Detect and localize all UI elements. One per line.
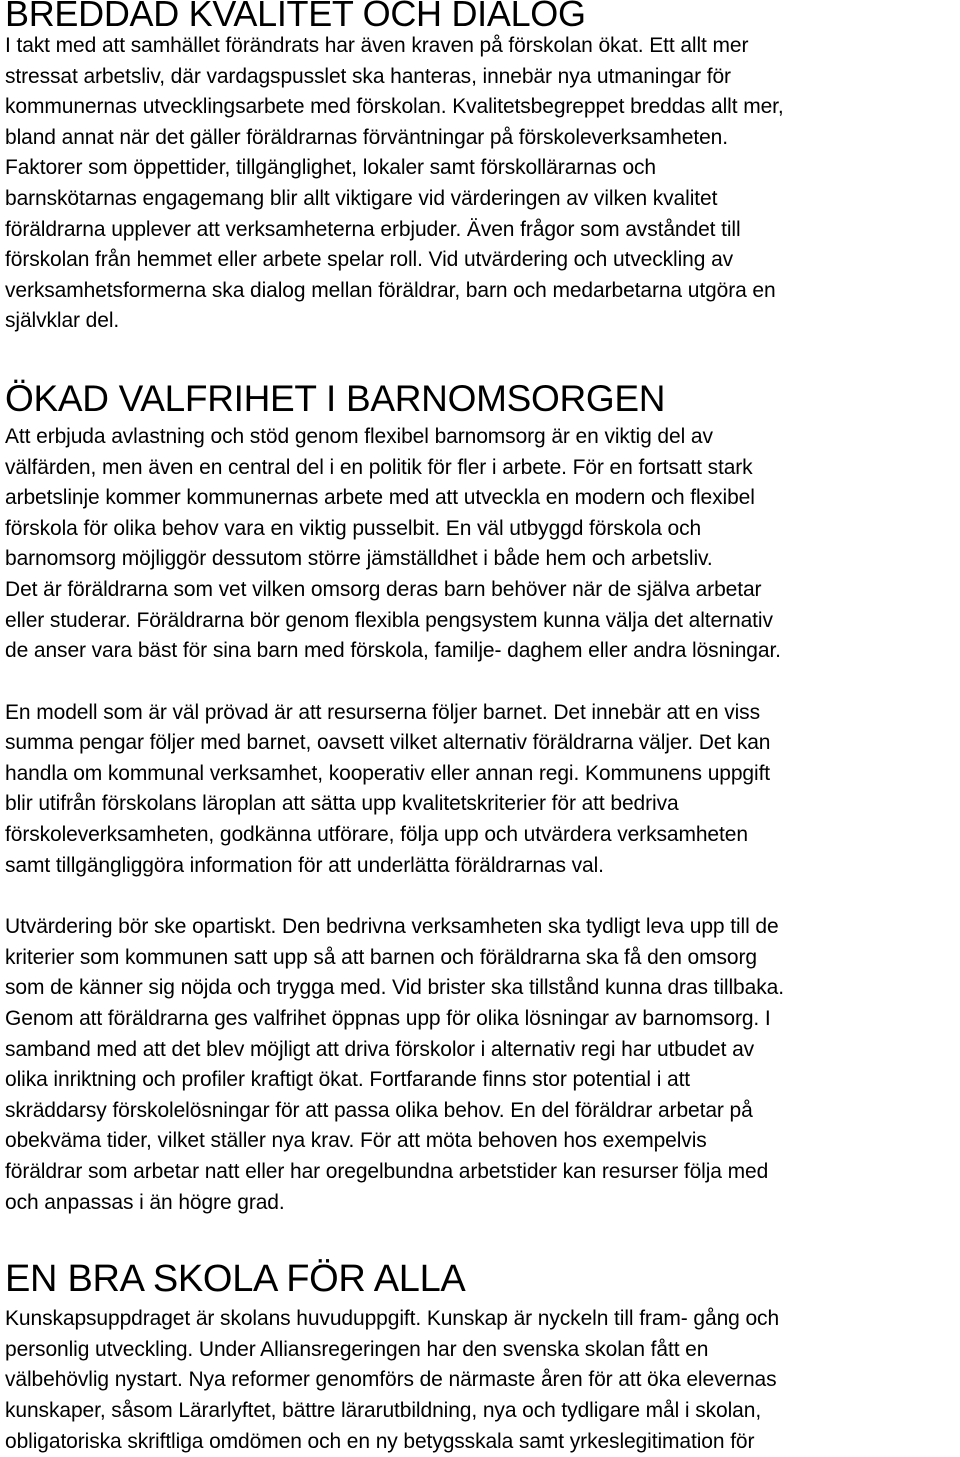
text-line: olika inriktning och profiler kraftigt ökat. Fortfarande finns stor potential i att: [5, 1068, 691, 1092]
text-line: handla om kommunal verksamhet, kooperativ eller annan regi. Kommunens uppgift: [5, 761, 771, 785]
text-line: obligatoriska skriftliga omdömen och en ny betygsskala samt yrkeslegitimation för: [5, 1429, 755, 1453]
paragraph-breddad-kvalitet: [5, 31, 957, 337]
text-line: skräddarsy förskolelösningar för att passa olika behov. En del föräldrar arbetar på: [5, 1098, 753, 1122]
text-line: Att erbjuda avlastning och stöd genom flexibel barnomsorg är en viktig del av: [5, 424, 713, 448]
text-line: kriterier som kommunen satt upp så att barnen och föräldrarna ska få den omsorg: [5, 945, 757, 969]
text-line: Utvärdering bör ske opartiskt. Den bedrivna verksamheten ska tydligt leva upp till de: [5, 915, 779, 939]
text-line: välbehövlig nystart. Nya reformer genomförs de närmaste åren för att öka elevernas: [5, 1368, 777, 1392]
text-line: personlig utveckling. Under Alliansregeringen har den svenska skolan fått en: [5, 1337, 709, 1361]
document-page: [5, 0, 957, 1457]
paragraph-spacer: [5, 667, 957, 698]
text-line: Genom att föräldrarna ges valfrihet öppnas upp för olika lösningar av barnomsorg. I: [5, 1007, 771, 1031]
text-line: samband med att det blev möjligt att driva förskolor i alternativ regi har utbudet av: [5, 1037, 755, 1061]
text-line: Kunskapsuppdraget är skolans huvuduppgift. Kunskap är nyckeln till fram- gång och: [5, 1307, 780, 1331]
text-line: förskoleverksamheten, godkänna utförare, följa upp och utvärdera verksamheten: [5, 823, 748, 847]
paragraph-en-bra-skola: [5, 1304, 957, 1457]
text-line: välfärden, men även en central del i en politik för fler i arbete. För en fortsatt stark: [5, 455, 753, 479]
text-line: de anser vara bäst för sina barn med förskola, familje- daghem eller andra lösningar.: [5, 639, 781, 663]
text-line: föräldrar som arbetar natt eller har oregelbundna arbetstider kan resurser följa med: [5, 1160, 769, 1183]
text-line: obekväma tider, vilket ställer nya krav. För att möta behoven hos exempelvis: [5, 1129, 707, 1153]
text-line: stressat arbetsliv, där vardagspusslet ska hanteras, innebär nya utmaningar för: [5, 64, 731, 88]
text-line: kommunernas utvecklingsarbete med förskolan. Kvalitetsbegreppet breddas allt mer,: [5, 95, 784, 119]
paragraph-okad-valfrihet-2: [5, 698, 957, 882]
text-line: förskola för olika behov vara en viktig pusselbit. En väl utbyggd förskola och: [5, 516, 702, 540]
section-heading-en-bra-skola: EN BRA SKOLA FÖR ALLA: [5, 1258, 466, 1301]
text-line: kunskaper, såsom Lärarlyftet, bättre lärarutbildning, nya och tydligare mål i skolan,: [5, 1398, 762, 1422]
text-line: blir utifrån förskolans läroplan att sätta upp kvalitetskriterier för att bedriva: [5, 792, 679, 816]
text-line: Faktorer som öppettider, tillgänglighet, lokaler samt förskollärarnas och: [5, 156, 657, 180]
text-line: förskolan från hemmet eller arbete spelar roll. Vid utvärdering och utveckling av: [5, 248, 734, 272]
text-line: och anpassas i än högre grad.: [5, 1190, 285, 1214]
text-line: samt tillgängliggöra information för att underlätta föräldrarnas val.: [5, 853, 604, 877]
text-line: arbetslinje kommer kommunernas arbete med att utveckla en modern och flexibel: [5, 486, 755, 510]
text-line: barnskötarnas engagemang blir allt viktigare vid värderingen av vilken kvalitet: [5, 186, 718, 210]
section-heading-okad-valfrihet: ÖKAD VALFRIHET I BARNOMSORGEN: [5, 377, 666, 419]
text-line: som de känner sig nöjda och trygga med. Vid brister ska tillstånd kunna dras tillbaka.: [5, 976, 784, 1000]
text-line: summa pengar följer med barnet, oavsett vilket alternativ föräldrarna väljer. Det kan: [5, 731, 771, 755]
paragraph-okad-valfrihet-1: [5, 422, 957, 667]
text-line: I takt med att samhället förändrats har även kraven på förskolan ökat. Ett allt mer: [5, 34, 749, 57]
text-line: verksamhetsformerna ska dialog mellan föräldrar, barn och medarbetarna utgöra en: [5, 278, 776, 302]
paragraph-spacer: [5, 881, 957, 912]
text-line: föräldrarna upplever att verksamheterna erbjuder. Även frågor som avståndet till: [5, 217, 741, 241]
text-line: bland annat när det gäller föräldrarnas förväntningar på förskoleverksamheten.: [5, 125, 728, 149]
paragraph-okad-valfrihet-3: [5, 912, 957, 1218]
text-line: självklar del.: [5, 309, 120, 333]
text-line: eller studerar. Föräldrarna bör genom flexibla pengsystem kunna välja det alternativ: [5, 608, 773, 632]
text-line: Det är föräldrarna som vet vilken omsorg deras barn behöver när de själva arbetar: [5, 577, 762, 601]
section-heading-breddad-kvalitet: BREDDAD KVALITET OCH DIALOG: [5, 0, 586, 34]
text-line: En modell som är väl prövad är att resurserna följer barnet. Det innebär att en viss: [5, 700, 760, 724]
text-line: barnomsorg möjliggör dessutom större jämställdhet i både hem och arbetsliv.: [5, 547, 713, 571]
